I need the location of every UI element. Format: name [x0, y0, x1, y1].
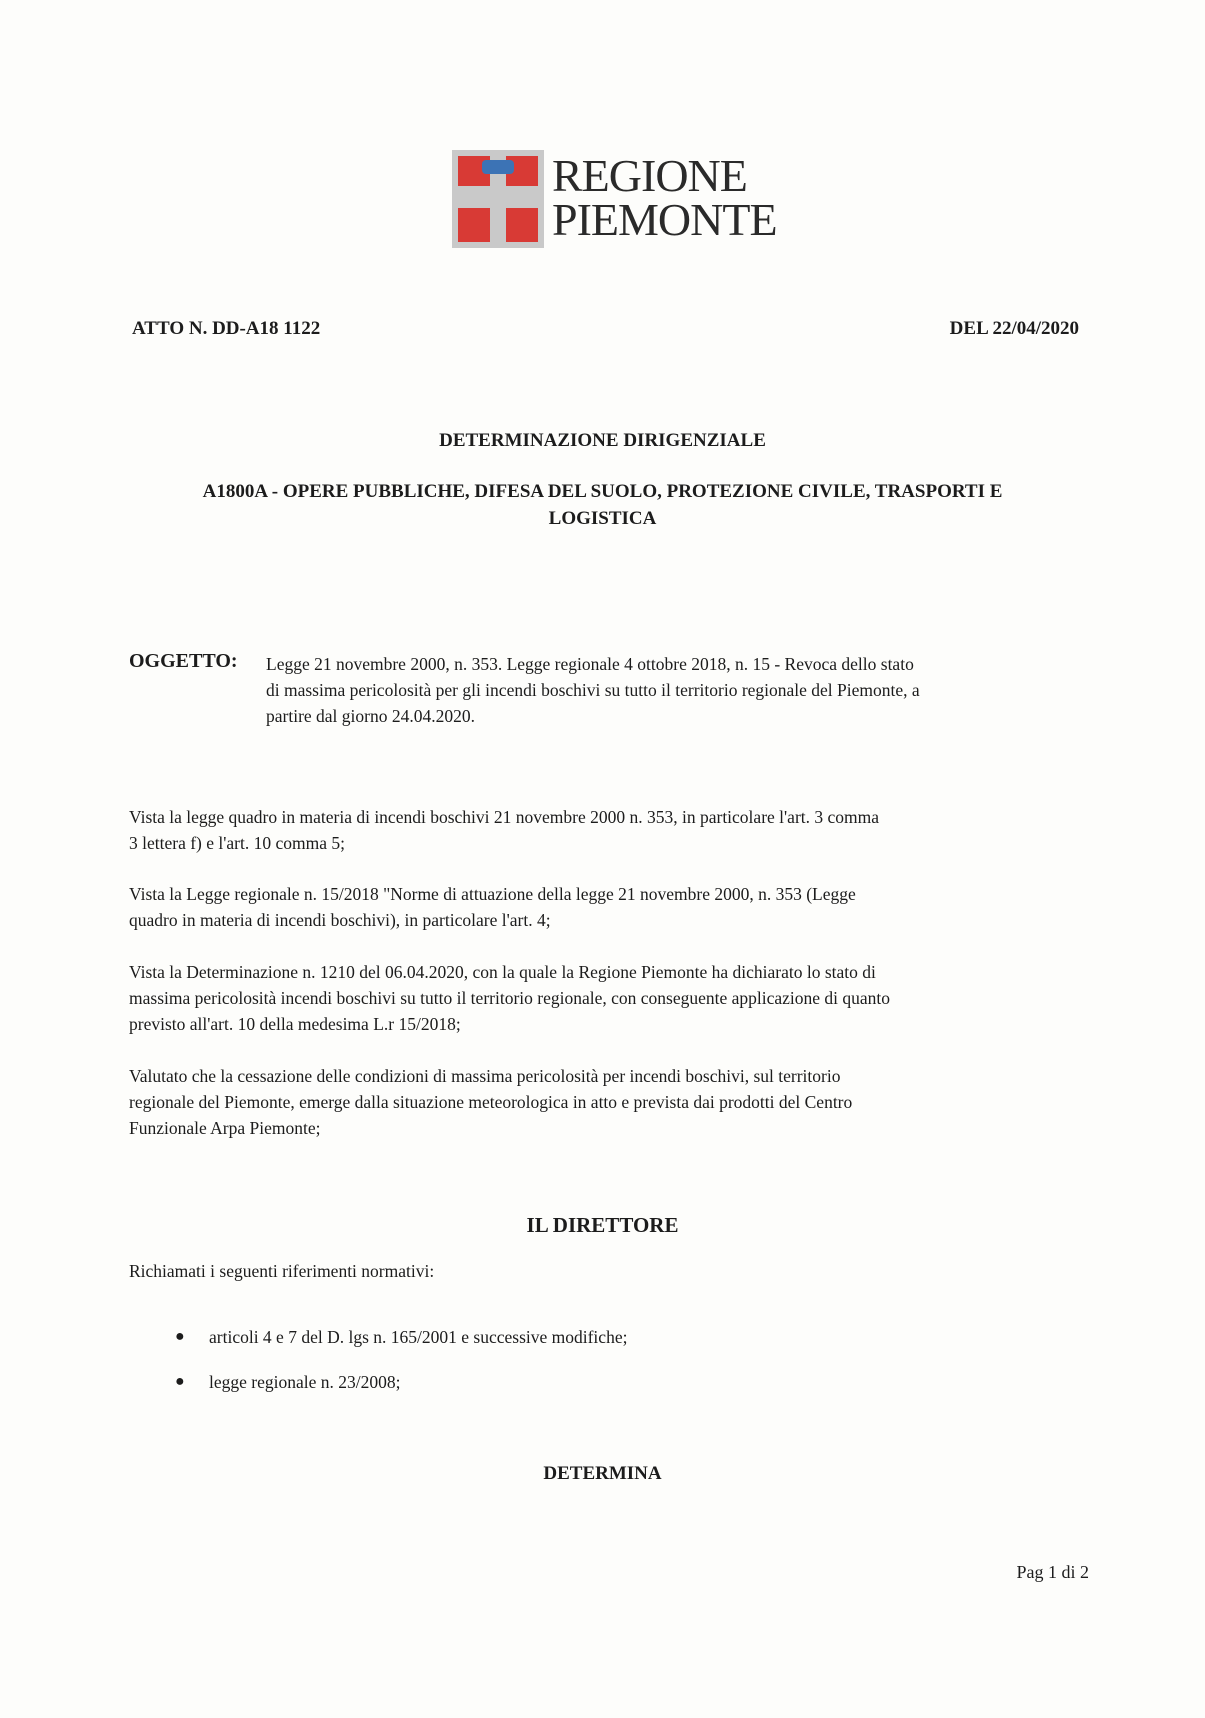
oggetto-label: OGGETTO:	[129, 650, 238, 672]
page-number: Pag 1 di 2	[1016, 1562, 1089, 1582]
logo-text: REGIONE PIEMONTE	[552, 150, 777, 245]
document-title: DETERMINAZIONE DIRIGENZIALE	[439, 430, 766, 451]
oggetto-text: Legge 21 novembre 2000, n. 353. Legge regionale 4 ottobre 2018, n. 15 - Revoca dello stato di massima pericolosità per gli incendi boschivi su tutto il territorio regionale del Piemonte, a partire dal giorno 24.04.2020.	[266, 654, 920, 726]
regione-piemonte-logo	[452, 150, 777, 250]
piemonte-flag-icon	[452, 150, 544, 248]
paragraph-valutato: Valutato che la cessazione delle condizioni di massima pericolosità per incendi boschivi, sul territorio regionale del Piemonte, emerge dalla situazione meteorologica in atto e prevista dai prodotti del Centro Funzionale Arpa Piemonte;	[129, 1066, 853, 1138]
list-item: ● articoli 4 e 7 del D. lgs n. 165/2001 e successive modifiche;	[175, 1327, 628, 1347]
richiamati-text: Richiamati i seguenti riferimenti normativi:	[129, 1261, 435, 1281]
paragraph-vista-legge-regionale: Vista la Legge regionale n. 15/2018 "Norme di attuazione della legge 21 novembre 2000, n. 353 (Legge quadro in materia di incendi boschivi), in particolare l'art. 4;	[129, 884, 856, 930]
determina-heading: DETERMINA	[543, 1463, 662, 1484]
bullet-icon: ●	[175, 1328, 185, 1345]
paragraph-vista-legge-quadro: Vista la legge quadro in materia di incendi boschivi 21 novembre 2000 n. 353, in particolare l'art. 3 comma 3 lettera f) e l'art. 10 comma 5;	[129, 807, 880, 853]
list-item: ● legge regionale n. 23/2008;	[175, 1372, 401, 1392]
department-heading: A1800A - OPERE PUBBLICHE, DIFESA DEL SUOLO, PROTEZIONE CIVILE, TRASPORTI E LOGISTICA	[202, 481, 1003, 529]
atto-date: DEL 22/04/2020	[949, 318, 1079, 339]
paragraph-vista-determinazione: Vista la Determinazione n. 1210 del 06.04.2020, con la quale la Regione Piemonte ha dichiarato lo stato di massima pericolosità incendi boschivi su tutto il territorio regionale, con conseguente applicazione di quanto previsto all'art. 10 della medesima L.r 15/2018;	[129, 962, 891, 1034]
director-heading: IL DIRETTORE	[526, 1213, 679, 1237]
atto-number: ATTO N. DD-A18 1122	[132, 318, 321, 339]
bullet-icon: ●	[175, 1373, 185, 1390]
